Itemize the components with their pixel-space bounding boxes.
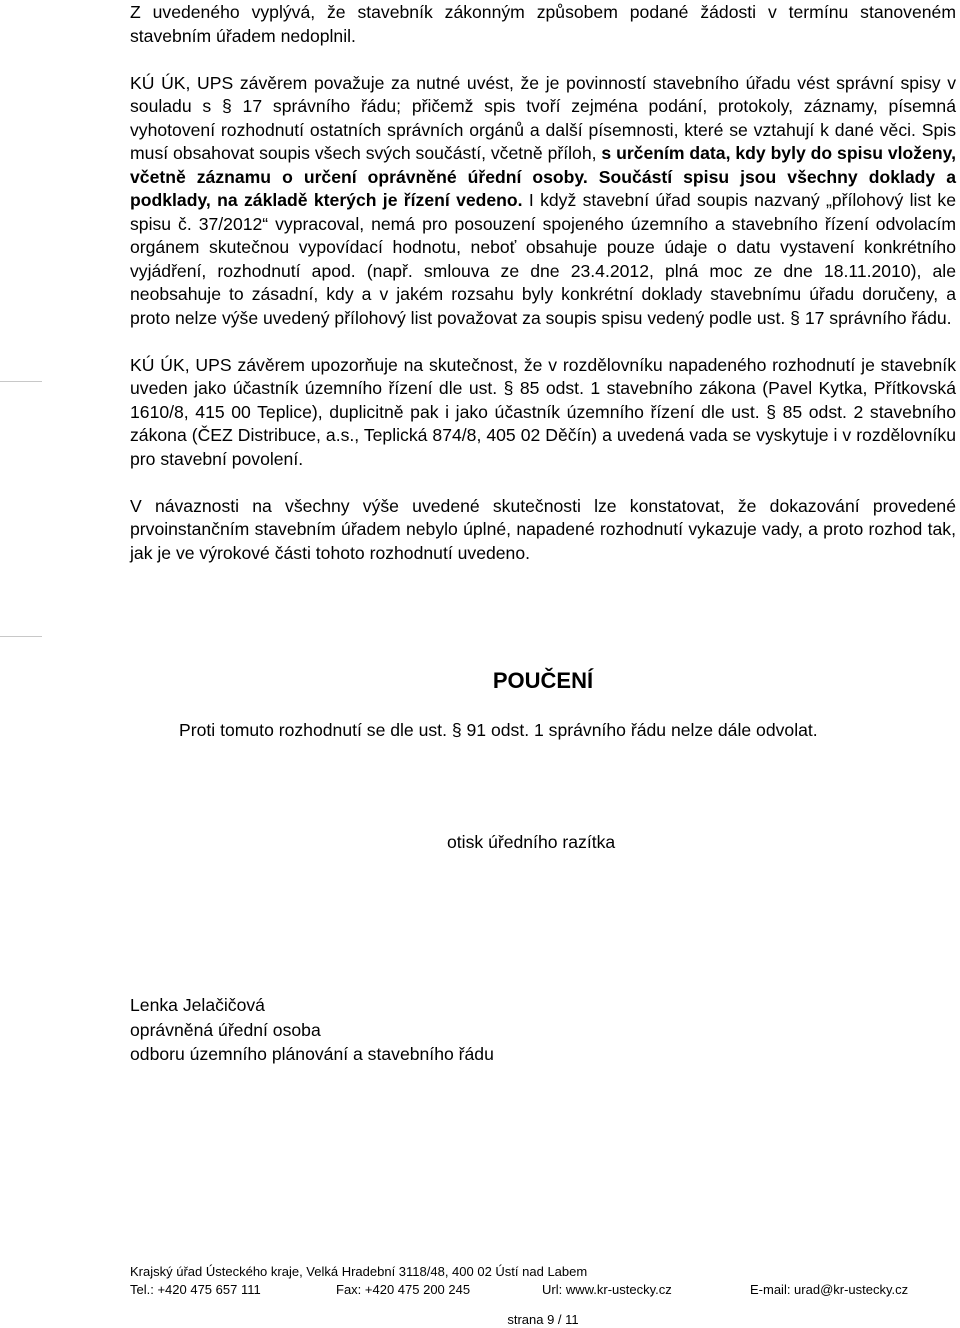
document-body [130,1,956,565]
official-stamp-placeholder: otisk úředního razítka [447,832,616,852]
paragraph-file-records-c: I když stavební úřad soupis nazvaný „přílohový list ke spisu č. 37/2012“ vypracoval, nemá pro posouzení spojeného územního a stavebního řízení odvolacím orgánem skutečnou vypovídací hodnotu, neboť obsahuje pouze údaje o datu vystavení konkrétního vyjádření, rozhodnutí apod. (např. smlouva ze dne 23.4.2012, plná moc ze dne 18.11.2010), ale neobsahuje to zásadní, kdy a v jakém rozsahu byly konkrétní doklady stavebnímu úřadu doručeny, a proto nelze výše uvedený přílohový list považovat za soupis spisu vedený podle ust. § 17 správního řádu. [130,190,956,328]
paragraph-final-finding: V návaznosti na všechny výše uvedené skutečnosti lze konstatovat, že dokazování provedené prvoinstančním stavebním úřadem nebylo úplné, napadené rozhodnutí vykazuje vady, a proto rozhod tak, jak je ve výrokové části tohoto rozhodnutí uvedeno. [130,495,956,563]
signatory-department: odboru územního plánování a stavebního řádu [130,1044,494,1064]
signatory-role: oprávněná úřední osoba [130,1019,321,1040]
legal-remedy-text: Proti tomuto rozhodnutí se dle ust. § 91 odst. 1 správního řádu nelze dále odvolat. [179,720,818,740]
signature-block [130,993,494,1067]
page-number: strana 9 / 11 [507,1312,579,1327]
paragraph-file-records [130,72,956,331]
footer-url[interactable]: Url: www.kr-ustecky.cz [542,1282,672,1297]
paragraph-distribution-list: KÚ ÚK, UPS závěrem upozorňuje na skutečnost, že v rozdělovníku napadeného rozhodnutí je stavebník uveden jako účastník územního řízení dle ust. § 85 odst. 1 stavebního zákona (Pavel Kytka, Přítkovská 1610/8, 415 00 Teplice), duplicitně pak i jako účastník územního řízení dle ust. § 85 odst. 2 stavebního zákona (ČEZ Distribuce, a.s., Teplická 874/8, 405 02 Děčín) a uvedená vada se vyskytuje i v rozdělovníku pro stavební povolení. [130,354,956,469]
footer-fax: Fax: +420 475 200 245 [336,1282,471,1297]
footer-phone: Tel.: +420 475 657 111 [130,1282,261,1297]
section-heading: POUČENÍ [492,668,594,693]
paragraph-conclusion: Z uvedeného vyplývá, že stavebník zákonným způsobem podané žádosti v termínu stanoveném stavebním úřadem nedoplnil. [130,2,956,46]
paragraph-file-records-bold: s určením data, kdy byly do spisu vloženy, včetně záznamu o určení oprávněné úřední osoby. Součástí spisu jsou všechny doklady a podklady, na základě kterých je řízení vedeno. [130,143,957,210]
paragraph-file-records-a: KÚ ÚK, UPS závěrem považuje za nutné uvést, že je povinností stavebního úřadu vést správní spisy v souladu s § 17 správního řádu; přičemž spis tvoří zejména podání, protokoly, záznamy, písemná vyhotovení rozhodnutí ostatních správních orgánů a další písemnosti, které se vztahují k dané věci. Spis musí obsahovat soupis všech svých součástí, včetně příloh, [130,72,956,163]
page-footer [130,1263,950,1299]
footer-address: Krajský úřad Ústeckého kraje, Velká Hradební 3118/48, 400 02 Ústí nad Labem [130,1264,588,1279]
margin-mark [0,636,42,637]
margin-mark [0,381,42,382]
signatory-name: Lenka Jelačičová [130,995,265,1015]
footer-email[interactable]: E-mail: urad@kr-ustecky.cz [750,1282,909,1297]
